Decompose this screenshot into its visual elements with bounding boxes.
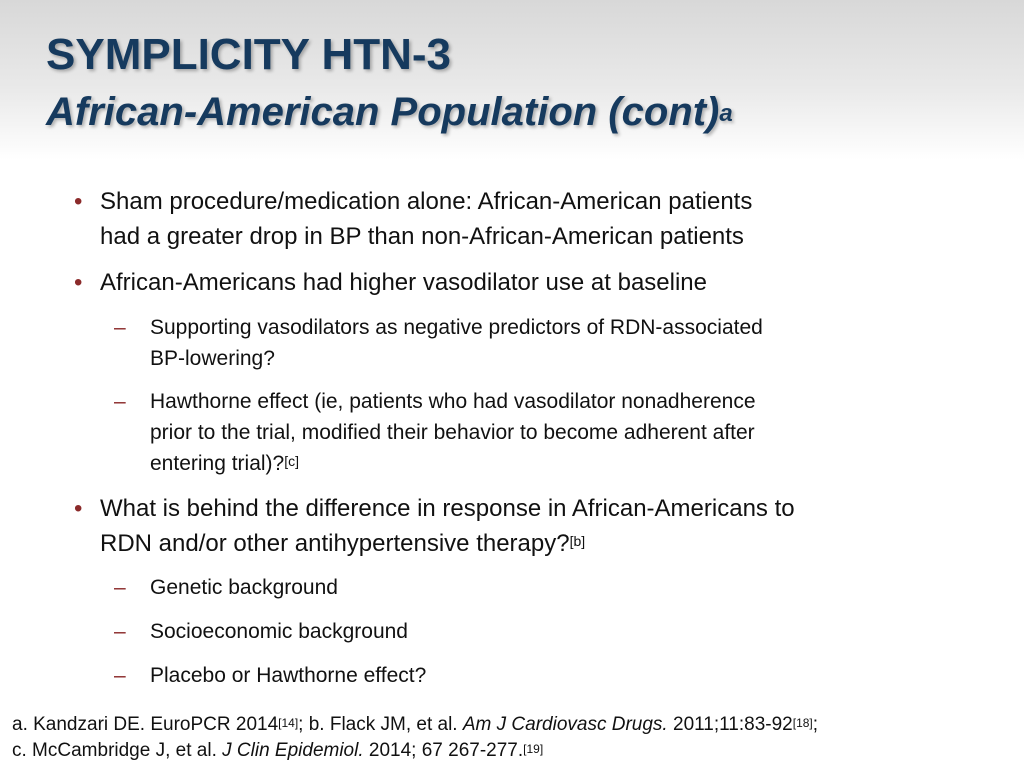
header-band bbox=[0, 0, 1024, 160]
bullet-marker: • bbox=[74, 495, 83, 522]
footnote-b-sep: ; bbox=[812, 714, 819, 735]
subbullet-2-2-line-3 bbox=[150, 448, 914, 479]
footnote-c-journal: J Clin Epidemiol. bbox=[222, 740, 364, 761]
subbullet-2-1-line-2: BP-lowering? bbox=[150, 347, 275, 370]
footnote-a-text: a. Kandzari DE. EuroPCR 2014 bbox=[12, 714, 279, 735]
subbullet-marker: – bbox=[114, 576, 126, 599]
bullet-3-line-2 bbox=[100, 526, 954, 561]
footnote-line-1 bbox=[12, 712, 1017, 738]
bullet-2-line-1: African-Americans had higher vasodilator use at baseline bbox=[100, 269, 707, 296]
bullet-1 bbox=[74, 184, 954, 254]
subbullet-2-1 bbox=[114, 312, 914, 374]
bullet-1-line-1: Sham procedure/medication alone: African-American patients bbox=[100, 188, 753, 215]
subbullet-2-2-line-1: Hawthorne effect (ie, patients who had vasodilator nonadherence bbox=[150, 390, 756, 413]
bullet-3-line-2-text: RDN and/or other antihypertensive therapy? bbox=[100, 530, 570, 557]
subbullet-3-1-text: Genetic background bbox=[150, 576, 338, 599]
subbullet-marker: – bbox=[114, 620, 126, 643]
bullet-marker: • bbox=[74, 188, 83, 215]
footnote-a-ref: [14] bbox=[278, 716, 299, 730]
footnote-b-post: 2011;11:83-92 bbox=[667, 714, 793, 735]
subbullet-2-2-line-2: prior to the trial, modified their behavior to become adherent after bbox=[150, 421, 755, 444]
subbullet-3-2 bbox=[114, 616, 914, 647]
footnote-b-journal: Am J Cardiovasc Drugs. bbox=[462, 714, 668, 735]
subbullet-marker: – bbox=[114, 316, 126, 339]
bullet-3 bbox=[74, 491, 954, 561]
footnote-c-pre: c. McCambridge J, et al. bbox=[12, 740, 223, 761]
footnote-b-pre: ; b. Flack JM, et al. bbox=[298, 714, 463, 735]
bullet-1-line-2: had a greater drop in BP than non-African-American patients bbox=[100, 223, 744, 250]
subbullet-2-1-line-1: Supporting vasodilators as negative predictors of RDN-associated bbox=[150, 316, 763, 339]
footnotes bbox=[12, 712, 1017, 764]
subtitle-text: African-American Population (cont) bbox=[46, 90, 720, 134]
reference-c: [c] bbox=[284, 453, 300, 469]
reference-b: [b] bbox=[569, 533, 586, 549]
footnote-c-post: 2014; 67 267-277. bbox=[363, 740, 524, 761]
subbullet-2-2-line-3-text: entering trial)? bbox=[150, 452, 285, 475]
subbullet-marker: – bbox=[114, 664, 126, 687]
footnote-line-2 bbox=[12, 738, 1017, 764]
bullet-3-line-1: What is behind the difference in response in African-Americans to bbox=[100, 495, 795, 522]
bullet-marker: • bbox=[74, 269, 83, 296]
subbullet-marker: – bbox=[114, 390, 126, 413]
subbullet-2-2 bbox=[114, 386, 914, 479]
subbullet-3-3 bbox=[114, 660, 914, 691]
subbullet-3-3-text: Placebo or Hawthorne effect? bbox=[150, 664, 427, 687]
bullet-2 bbox=[74, 265, 954, 300]
slide-title: SYMPLICITY HTN-3 bbox=[46, 30, 452, 79]
subtitle-superscript: a bbox=[719, 100, 733, 127]
subbullet-3-2-text: Socioeconomic background bbox=[150, 620, 408, 643]
footnote-b-ref: [18] bbox=[792, 716, 813, 730]
subbullet-3-1 bbox=[114, 572, 914, 603]
footnote-c-ref: [19] bbox=[523, 742, 544, 756]
slide-subtitle bbox=[46, 89, 733, 135]
